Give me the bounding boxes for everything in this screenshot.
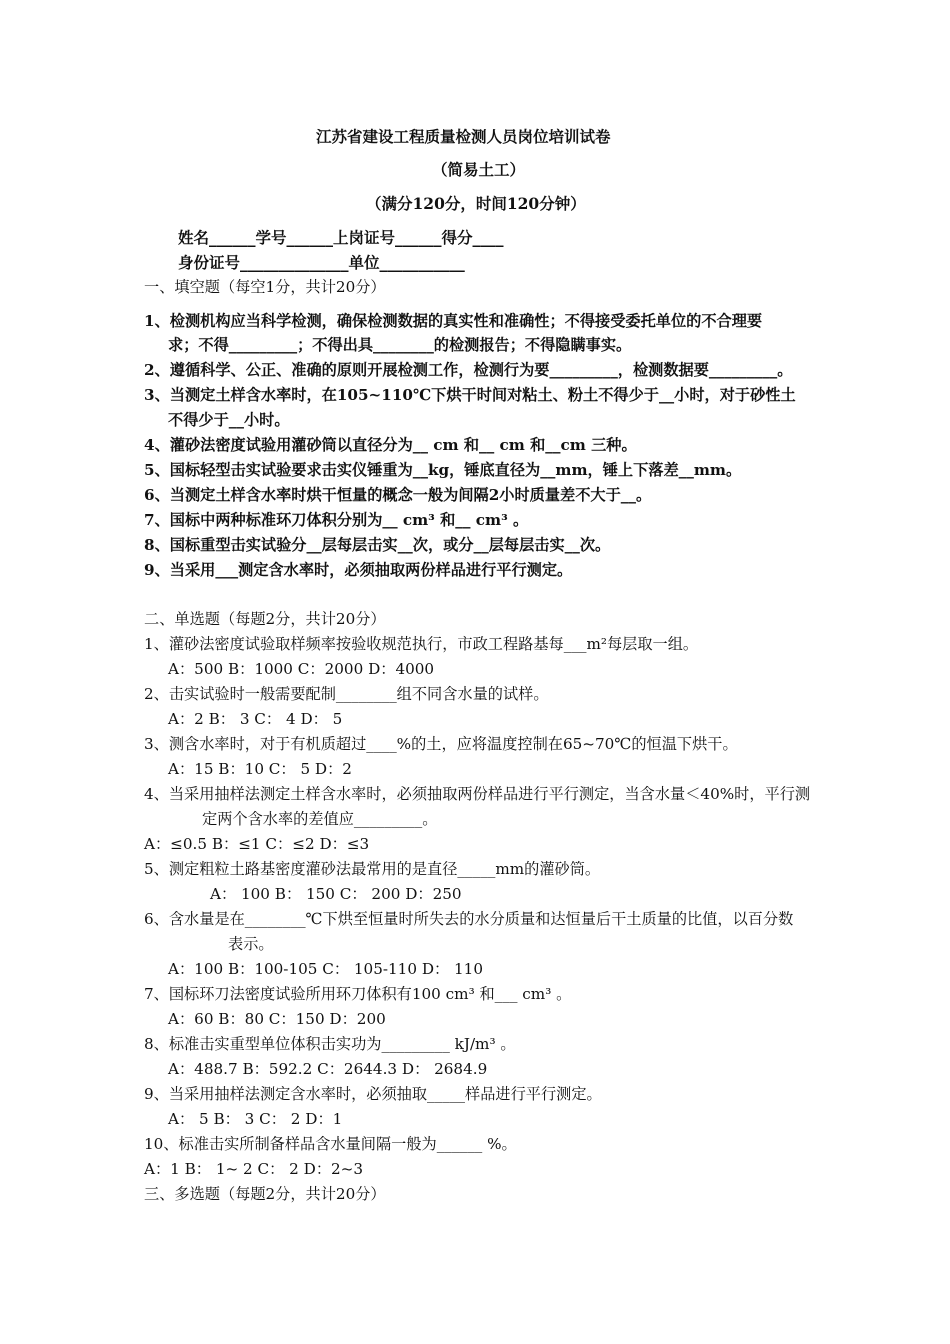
page-title: 江苏省建设工程质量检测人员岗位培训试卷 [316, 127, 611, 146]
option-line: A：100 B：100-105 C： 105-110 D： 110 [168, 960, 484, 978]
option-line: A： 5 B： 3 C： 2 D：1 [168, 1110, 343, 1128]
candidate-info-line-2: 身份证号______________单位___________ [178, 253, 465, 272]
question-line: 4、当采用抽样法测定土样含水率时，必须抽取两份样品进行平行测定，当含水量＜40%时，平行测 [144, 785, 811, 803]
option-line: A：≤0.5 B：≤1 C：≤2 D：≤3 [144, 835, 370, 853]
question-line: 8、国标重型击实试验分__层每层击实__次，或分__层每层击实__次。 [144, 536, 611, 554]
question-line: 2、击实试验时一般需要配制________组不同含水量的试样。 [144, 685, 549, 703]
question-line: 2、遵循科学、公正、准确的原则开展检测工作，检测行为要_________，检测数据要_________。 [144, 361, 793, 379]
question-line: 1、灌砂法密度试验取样频率按验收规范执行，市政工程路基每___m²每层取一组。 [144, 635, 699, 653]
option-line: A：2 B： 3 C： 4 D： 5 [168, 710, 343, 728]
question-line: 8、标准击实重型单位体积击实功为_________ kJ/m³ 。 [144, 1035, 516, 1053]
question-line: 5、测定粗粒土路基密度灌砂法最常用的是直径_____mm的灌砂筒。 [144, 860, 601, 878]
question-line: 求；不得_________；不得出具________的检测报告；不得隐瞒事实。 [168, 336, 632, 354]
question-line: 5、国标轻型击实试验要求击实仪锤重为__kg，锤底直径为__mm，锤上下落差__mm。 [144, 461, 742, 479]
option-line: A：500 B：1000 C：2000 D：4000 [168, 660, 435, 678]
candidate-info-line-1: 姓名______学号______上岗证号______得分____ [178, 228, 504, 247]
question-line: 4、灌砂法密度试验用灌砂筒以直径分为__ cm 和__ cm 和__cm 三种。 [144, 436, 637, 454]
page-subtitle: （简易土工） [432, 160, 526, 179]
section-heading-fill-in: 一、填空题（每空1分，共计20分） [144, 278, 386, 296]
question-line: 9、当采用___测定含水率时，必须抽取两份样品进行平行测定。 [144, 561, 573, 579]
question-line: 7、国标环刀法密度试验所用环刀体积有100 cm³ 和___ cm³ 。 [144, 985, 572, 1003]
score-time-note: （满分120分，时间120分钟） [366, 194, 586, 213]
option-line: A： 100 B： 150 C： 200 D：250 [210, 885, 462, 903]
question-line: 6、当测定土样含水率时烘干恒量的概念一般为间隔2小时质量差不大于__。 [144, 486, 652, 504]
question-line: 10、标准击实所制备样品含水量间隔一般为______ %。 [144, 1135, 517, 1153]
question-line: 3、当测定土样含水率时，在105~110℃下烘干时间对粘土、粉土不得少于__小时，对于砂性土 [144, 386, 796, 404]
question-line: 定两个含水率的差值应_________。 [202, 810, 438, 828]
question-line: 6、含水量是在________℃下烘至恒量时所失去的水分质量和达恒量后干土质量的比值，以百分数 [144, 910, 794, 928]
option-line: A：1 B： 1~ 2 C： 2 D：2~3 [144, 1160, 364, 1178]
section-heading-multi-choice: 三、多选题（每题2分，共计20分） [144, 1185, 386, 1203]
question-line: 不得少于__小时。 [168, 411, 290, 429]
question-line: 1、检测机构应当科学检测，确保检测数据的真实性和准确性；不得接受委托单位的不合理要 [144, 312, 763, 330]
section-heading-single-choice: 二、单选题（每题2分，共计20分） [144, 610, 386, 628]
question-line: 表示。 [228, 935, 274, 953]
question-line: 3、测含水率时，对于有机质超过____%的土，应将温度控制在65~70℃的恒温下烘干。 [144, 735, 738, 753]
option-line: A：15 B：10 C： 5 D：2 [168, 760, 352, 778]
option-line: A：488.7 B：592.2 C：2644.3 D： 2684.9 [168, 1060, 488, 1078]
question-line: 7、国标中两种标准环刀体积分别为__ cm³ 和__ cm³ 。 [144, 511, 529, 529]
option-line: A：60 B：80 C：150 D：200 [168, 1010, 386, 1028]
question-line: 9、当采用抽样法测定含水率时，必须抽取_____样品进行平行测定。 [144, 1085, 602, 1103]
